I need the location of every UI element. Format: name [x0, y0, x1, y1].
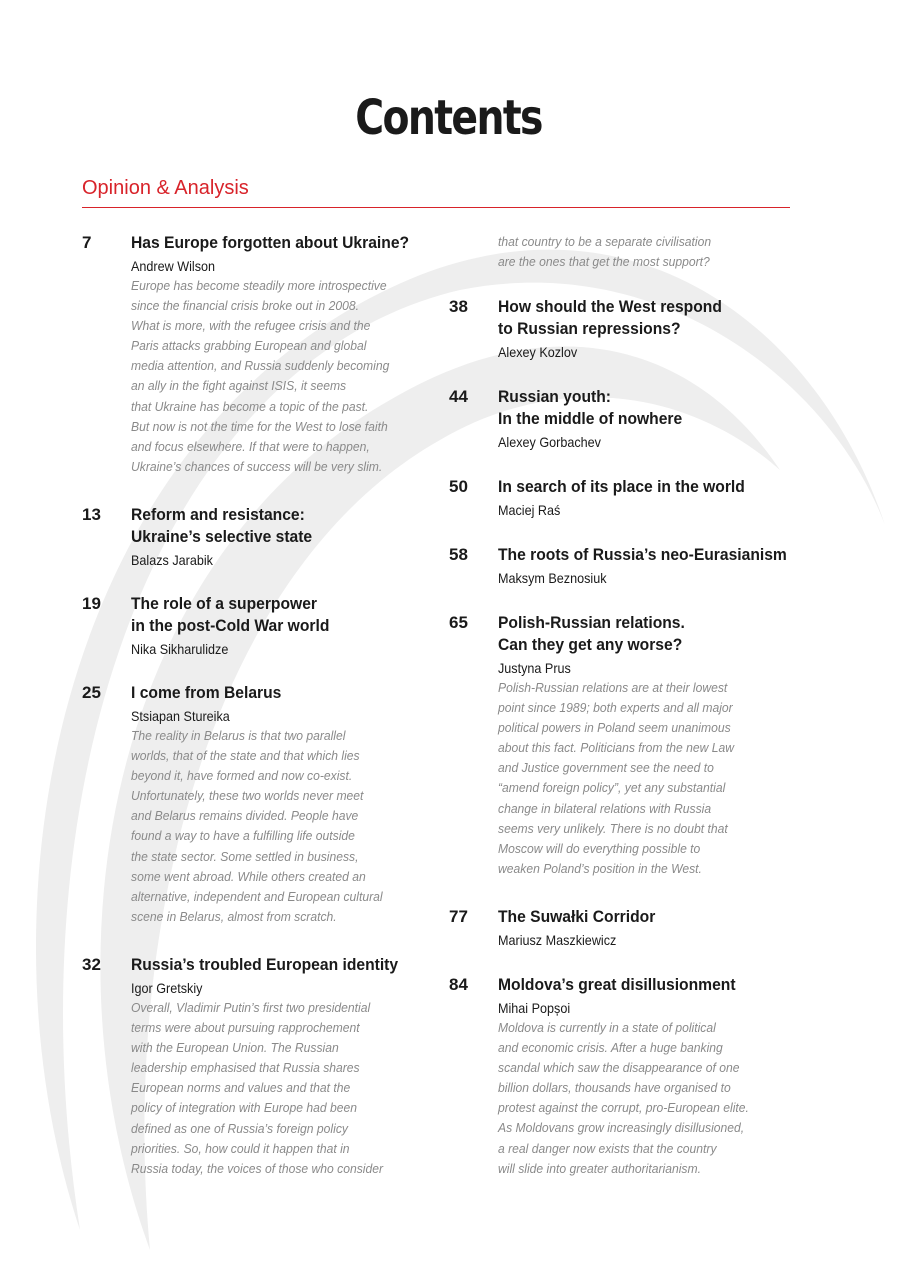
entry-title: Moldova’s great disillusionment [498, 975, 736, 994]
entry-title: The role of a superpower [131, 594, 317, 613]
entry-author: Alexey Kozlov [498, 344, 578, 360]
entry-title: to Russian repressions? [498, 319, 681, 338]
section-heading: Opinion & Analysis [82, 177, 249, 199]
entry-title: The roots of Russia’s neo-Eurasianism [498, 545, 787, 564]
entry-author: Maciej Raś [498, 502, 561, 518]
entry-title: I come from Belarus [131, 683, 282, 702]
entry-title: Can they get any worse? [498, 635, 683, 654]
entry-author: Andrew Wilson [131, 258, 216, 274]
entry-title: How should the West respond [498, 297, 722, 316]
entry-page-number: 19 [82, 594, 101, 613]
entry-author: Mihai Popșoi [498, 1000, 571, 1016]
entry-author: Justyna Prus [498, 660, 571, 676]
section-divider [82, 207, 790, 208]
entry-author: Balazs Jarabik [131, 552, 213, 568]
entry-title: Has Europe forgotten about Ukraine? [131, 233, 410, 252]
entry-title: The Suwałki Corridor [498, 907, 656, 926]
entry-page-number: 38 [449, 297, 468, 316]
entry-title: in the post-Cold War world [131, 616, 330, 635]
entry-title: In the middle of nowhere [498, 409, 683, 428]
entry-abstract: Moldova is currently in a state of political and economic crisis. After a huge banking scandal which saw the disappearance of one billion dollars, thousands have organised to protest against the corrupt, pro-European elite. As Moldovans grow increasingly disillusioned, a real danger now exists that the country will slide into greater authoritarianism. [498, 1020, 749, 1176]
entry-page-number: 65 [449, 613, 468, 632]
entry-author: Mariusz Maszkiewicz [498, 932, 617, 948]
entry-title: Reform and resistance: [131, 505, 305, 524]
entry-author: Alexey Gorbachev [498, 434, 601, 450]
entry-page-number: 32 [82, 955, 101, 974]
entry-title: Ukraine’s selective state [131, 527, 313, 546]
entry-title: Russia’s troubled European identity [131, 955, 399, 974]
entry-abstract: Polish-Russian relations are at their lowest point since 1989; both experts and all major political powers in Poland seem unanimous about this fact. Politicians from the new Law and Justice government see the need to “amend foreign policy”, yet any substantial change in bilateral relations with Russia seems very unlikely. There is no doubt that Moscow will do everything possible to weaken Poland’s position in the West. [498, 680, 735, 876]
entry-abstract: The reality in Belarus is that two parallel worlds, that of the state and that which lies beyond it, have formed and now co-exist. Unfortunately, these two worlds never meet and Belarus remains divided. People have found a way to have a fulfilling life outside the state sector. Some settled in business, some went abroad. While others created an alternative, independent and European cultural scene in Belarus, almost from scratch. [131, 728, 383, 924]
entry-page-number: 58 [449, 545, 468, 564]
entry-page-number: 7 [82, 233, 92, 252]
entry-page-number: 77 [449, 907, 468, 926]
entry-abstract: Europe has become steadily more introspective since the financial crisis broke out in 2008. What is more, with the refugee crisis and the Paris attacks grabbing European and global media attention, and Russia suddenly becoming an ally in the fight against ISIS, it seems that Ukraine has become a topic of the past. But now is not the time for the West to lose faith and focus elsewhere. If that were to happen, Ukraine’s chances of success will be very slim. [131, 278, 390, 474]
entry-title: Polish-Russian relations. [498, 613, 685, 632]
entry-title: In search of its place in the world [498, 477, 745, 496]
entry-author: Stsiapan Stureika [131, 708, 230, 724]
entry-page-number: 13 [82, 505, 101, 524]
entry-abstract: Overall, Vladimir Putin’s first two presidential terms were about pursuing rapprochement with the European Union. The Russian leadership emphasised that Russia shares European norms and values and that the policy of integration with Europe had been defined as one of Russia’s foreign policy priorities. So, how could it happen that in Russia today, the voices of those who consider [131, 1000, 384, 1176]
abstract-continuation: that country to be a separate civilisation are the ones that get the most support? [498, 234, 712, 270]
entry-page-number: 84 [449, 975, 468, 994]
entry-author: Nika Sikharulidze [131, 641, 229, 657]
entry-page-number: 44 [449, 387, 468, 406]
entry-page-number: 50 [449, 477, 468, 496]
entry-author: Maksym Beznosiuk [498, 570, 607, 586]
entry-author: Igor Gretskiy [131, 980, 203, 996]
entry-title: Russian youth: [498, 387, 611, 406]
page-title: Contents [355, 90, 542, 146]
entry-page-number: 25 [82, 683, 101, 702]
